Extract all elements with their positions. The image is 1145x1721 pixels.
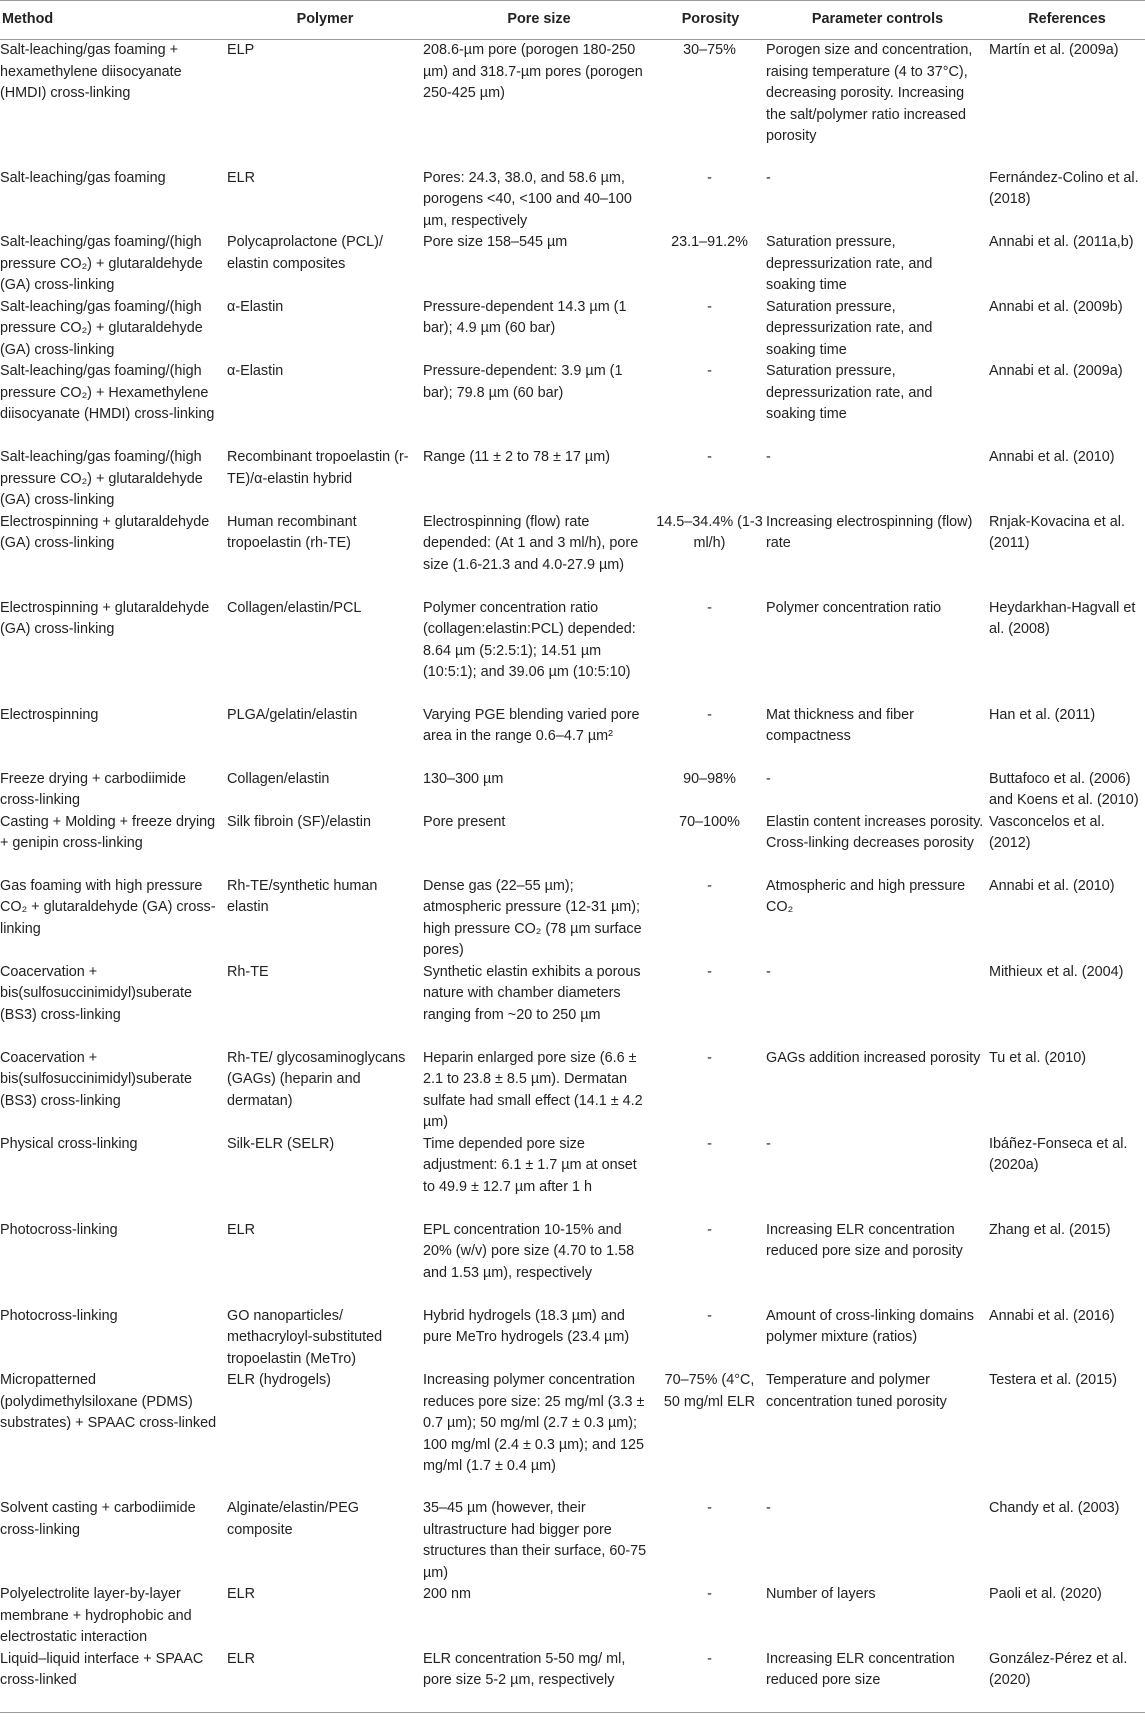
cell-pore-size: Pore present	[423, 813, 506, 830]
cell-parameter-controls: -	[766, 169, 771, 186]
table-row	[0, 512, 1145, 598]
cell-pore-size: Dense gas (22–55 µm); atmospheric pressure (12-31 µm); high pressure CO₂ (78 µm surface pores)	[423, 877, 642, 958]
cell-parameter-controls: Temperature and polymer concentration tuned porosity	[766, 1372, 947, 1410]
cell-parameter-controls: -	[766, 1500, 771, 1516]
cell-polymer: ELR	[227, 169, 255, 186]
cell-references: Annabi et al. (2010)	[989, 449, 1115, 465]
cell-method: Solvent casting + carbodiimide cross-linking	[0, 1500, 196, 1538]
header-method: Method	[0, 1, 227, 40]
cell-method: Gas foaming with high pressure CO₂ + glutaraldehyde (GA) cross-linking	[0, 877, 216, 937]
table-header	[0, 1, 1145, 40]
cell-references: Paoli et al. (2020)	[989, 1586, 1102, 1602]
header-porosity: Porosity	[655, 1, 766, 40]
table-row	[0, 812, 1145, 876]
header-parameter-controls: Parameter controls	[766, 1, 989, 40]
table-body	[0, 40, 1145, 1713]
table-row	[0, 1584, 1145, 1649]
cell-references: Tu et al. (2010)	[989, 1049, 1087, 1066]
cell-porosity: -	[707, 1049, 712, 1066]
table-row	[0, 1134, 1145, 1220]
cell-porosity: -	[707, 706, 712, 723]
table-row	[0, 232, 1145, 297]
cell-parameter-controls: -	[766, 449, 771, 465]
cell-polymer: Alginate/elastin/PEG composite	[227, 1500, 359, 1538]
cell-polymer: α-Elastin	[227, 298, 284, 315]
header-row	[0, 1, 1145, 40]
cell-pore-size: Hybrid hydrogels (18.3 µm) and pure MeTro hydrogels (23.4 µm)	[423, 1307, 630, 1345]
cell-polymer: Collagen/elastin	[227, 770, 330, 787]
cell-method: Freeze drying + carbodiimide cross-linking	[0, 770, 186, 808]
cell-parameter-controls: Elastin content increases porosity. Cross-linking decreases porosity	[766, 813, 984, 851]
cell-pore-size: Heparin enlarged pore size (6.6 ± 2.1 to 23.8 ± 8.5 µm). Dermatan sulfate had small effect (14.1 ± 4.2 µm)	[423, 1049, 643, 1130]
header-references: References	[989, 1, 1145, 40]
cell-references: Han et al. (2011)	[989, 706, 1096, 723]
cell-porosity: -	[707, 1307, 712, 1324]
cell-porosity: -	[707, 599, 712, 616]
cell-pore-size: Pores: 24.3, 38.0, and 58.6 µm, porogens <40, <100 and 40–100 µm, respectively	[423, 169, 632, 229]
cell-pore-size: Increasing polymer concentration reduces pore size: 25 mg/ml (3.3 ± 0.7 µm); 50 mg/ml (2.7 ± 0.3 µm); 100 mg/ml (2.4 ± 0.3 µm); and 125 mg/ml (1.7 ± 0.4 µm)	[423, 1372, 645, 1474]
cell-porosity: -	[707, 1586, 712, 1602]
cell-references: Annabi et al. (2016)	[989, 1307, 1115, 1324]
cell-parameter-controls: Number of layers	[766, 1586, 876, 1602]
cell-porosity: -	[707, 1135, 712, 1152]
cell-polymer: ELR (hydrogels)	[227, 1372, 331, 1388]
cell-porosity: -	[707, 1221, 712, 1238]
cell-porosity: -	[707, 449, 712, 465]
cell-parameter-controls: -	[766, 1135, 771, 1152]
header-pore-size: Pore size	[423, 1, 655, 40]
cell-porosity: -	[707, 169, 712, 186]
cell-method: Salt-leaching/gas foaming/(high pressure CO₂) + glutaraldehyde (GA) cross-linking	[0, 449, 203, 508]
cell-references: Rnjak-Kovacina et al. (2011)	[989, 513, 1125, 551]
cell-polymer: ELR	[227, 1586, 255, 1602]
cell-parameter-controls: Polymer concentration ratio	[766, 599, 942, 616]
cell-method: Liquid–liquid interface + SPAAC cross-linked	[0, 1649, 227, 1713]
cell-references: Zhang et al. (2015)	[989, 1221, 1111, 1238]
cell-references: Buttafoco et al. (2006) and Koens et al. (2010)	[989, 770, 1139, 808]
cell-references: Annabi et al. (2009b)	[989, 298, 1123, 315]
cell-polymer: ELR	[227, 1221, 255, 1238]
cell-references: Heydarkhan-Hagvall et al. (2008)	[989, 599, 1136, 637]
cell-porosity: 70–100%	[679, 813, 740, 830]
cell-pore-size: ELR concentration 5-50 mg/ ml, pore size 5-2 µm, respectively	[423, 1649, 655, 1713]
cell-method: Salt-leaching/gas foaming/(high pressure CO₂) + glutaraldehyde (GA) cross-linking	[0, 234, 203, 293]
cell-method: Photocross-linking	[0, 1307, 118, 1324]
cell-pore-size: Varying PGE blending varied pore area in the range 0.6–4.7 µm²	[423, 706, 640, 744]
cell-pore-size: 208.6-µm pore (porogen 180-250 µm) and 318.7-µm pores (porogen 250-425 µm)	[423, 42, 643, 101]
cell-parameter-controls: Mat thickness and fiber compactness	[766, 706, 914, 744]
cell-references: Testera et al. (2015)	[989, 1372, 1117, 1388]
cell-method: Salt-leaching/gas foaming/(high pressure CO₂) + glutaraldehyde (GA) cross-linking	[0, 298, 203, 358]
table-row	[0, 1370, 1145, 1498]
cell-polymer: GO nanoparticles/ methacryloyl-substituted tropoelastin (MeTro)	[227, 1307, 383, 1367]
cell-polymer: Rh-TE/synthetic human elastin	[227, 877, 378, 915]
cell-pore-size: Pore size 158–545 µm	[423, 234, 568, 250]
cell-method: Salt-leaching/gas foaming + hexamethylene diisocyanate (HMDI) cross-linking	[0, 42, 182, 101]
cell-pore-size: Pressure-dependent 14.3 µm (1 bar); 4.9 µm (60 bar)	[423, 298, 627, 336]
cell-references: Ibáñez-Fonseca et al. (2020a)	[989, 1135, 1128, 1173]
cell-polymer: α-Elastin	[227, 363, 284, 379]
cell-references: Chandy et al. (2003)	[989, 1500, 1120, 1516]
cell-pore-size: 200 nm	[423, 1586, 471, 1602]
cell-pore-size: Electrospinning (flow) rate depended: (At 1 and 3 ml/h), pore size (1.6-21.3 and 4.0-27.9 µm)	[423, 513, 639, 573]
table-row	[0, 40, 1145, 168]
table-row	[0, 1048, 1145, 1134]
table-row	[0, 1649, 1145, 1713]
cell-method: Electrospinning + glutaraldehyde (GA) cross-linking	[0, 513, 210, 551]
cell-references: Martín et al. (2009a)	[989, 42, 1119, 58]
cell-porosity: -	[655, 1649, 766, 1713]
cell-polymer: Silk-ELR (SELR)	[227, 1135, 335, 1152]
cell-parameter-controls: Saturation pressure, depressurization rate, and soaking time	[766, 298, 933, 358]
cell-parameter-controls: -	[766, 770, 771, 787]
cell-references: Annabi et al. (2011a,b)	[989, 234, 1134, 250]
table-row	[0, 876, 1145, 962]
cell-parameter-controls: GAGs addition increased porosity	[766, 1049, 981, 1066]
cell-polymer: Polycaprolactone (PCL)/ elastin composites	[227, 234, 383, 272]
cell-pore-size: Range (11 ± 2 to 78 ± 17 µm)	[423, 449, 611, 465]
cell-porosity: -	[707, 963, 712, 980]
cell-pore-size: EPL concentration 10-15% and 20% (w/v) pore size (4.70 to 1.58 and 1.53 µm), respectively	[423, 1221, 635, 1281]
cell-porosity: 30–75%	[683, 42, 736, 58]
cell-porosity: -	[707, 363, 712, 379]
table-row	[0, 168, 1145, 233]
table-row	[0, 1220, 1145, 1306]
cell-polymer: Recombinant tropoelastin (r-TE)/α-elastin hybrid	[227, 449, 409, 487]
cell-method: Coacervation + bis(sulfosuccinimidyl)suberate (BS3) cross-linking	[0, 1049, 192, 1109]
table-row	[0, 705, 1145, 769]
cell-polymer: Rh-TE/ glycosaminoglycans (GAGs) (heparin and dermatan)	[227, 1049, 406, 1109]
cell-method: Photocross-linking	[0, 1221, 118, 1238]
cell-references: González-Pérez et al. (2020)	[989, 1649, 1145, 1713]
table-row	[0, 447, 1145, 512]
cell-method: Physical cross-linking	[0, 1135, 138, 1152]
cell-method: Electrospinning + glutaraldehyde (GA) cross-linking	[0, 599, 210, 637]
cell-porosity: 90–98%	[683, 770, 736, 787]
cell-method: Coacervation + bis(sulfosuccinimidyl)suberate (BS3) cross-linking	[0, 963, 192, 1023]
cell-pore-size: Pressure-dependent: 3.9 µm (1 bar); 79.8 µm (60 bar)	[423, 363, 623, 401]
cell-parameter-controls: Amount of cross-linking domains polymer mixture (ratios)	[766, 1307, 974, 1345]
cell-parameter-controls: -	[766, 963, 771, 980]
cell-porosity: 70–75% (4°C, 50 mg/ml ELR	[663, 1372, 756, 1410]
cell-porosity: 23.1–91.2%	[671, 234, 748, 250]
table-row	[0, 962, 1145, 1048]
cell-method: Micropatterned (polydimethylsiloxane (PDMS) substrates) + SPAAC cross-linked	[0, 1372, 217, 1431]
cell-polymer: ELR	[227, 1649, 423, 1713]
cell-polymer: Human recombinant tropoelastin (rh-TE)	[227, 513, 357, 551]
cell-references: Vasconcelos et al. (2012)	[989, 813, 1105, 851]
cell-porosity: 14.5–34.4% (1-3 ml/h)	[656, 513, 763, 551]
cell-parameter-controls: Porogen size and concentration, raising temperature (4 to 37°C), decreasing porosity. Increasing the salt/polymer ratio increased porosity	[766, 42, 973, 144]
cell-polymer: PLGA/gelatin/elastin	[227, 706, 358, 723]
cell-polymer: Silk fibroin (SF)/elastin	[227, 813, 371, 830]
table-row	[0, 598, 1145, 705]
cell-porosity: -	[707, 1500, 712, 1516]
cell-parameter-controls: Increasing electrospinning (flow) rate	[766, 513, 973, 551]
cell-polymer: Rh-TE	[227, 963, 269, 980]
cell-polymer: Collagen/elastin/PCL	[227, 599, 362, 616]
table-row	[0, 361, 1145, 447]
cell-parameter-controls: Saturation pressure, depressurization rate, and soaking time	[766, 363, 933, 422]
cell-method: Salt-leaching/gas foaming	[0, 169, 166, 186]
cell-method: Casting + Molding + freeze drying + genipin cross-linking	[0, 813, 216, 851]
cell-references: Annabi et al. (2010)	[989, 877, 1115, 894]
cell-references: Annabi et al. (2009a)	[989, 363, 1123, 379]
cell-parameter-controls: Saturation pressure, depressurization rate, and soaking time	[766, 234, 933, 293]
cell-references: Mithieux et al. (2004)	[989, 963, 1124, 980]
cell-method: Polyelectrolite layer-by-layer membrane + hydrophobic and electrostatic interaction	[0, 1586, 192, 1645]
cell-polymer: ELP	[227, 42, 255, 58]
table-row	[0, 1498, 1145, 1584]
table-row	[0, 1306, 1145, 1371]
table-row	[0, 769, 1145, 812]
cell-pore-size: Time depended pore size adjustment: 6.1 ± 1.7 µm at onset to 49.9 ± 12.7 µm after 1 h	[423, 1135, 637, 1195]
cell-method: Electrospinning	[0, 706, 99, 723]
cell-pore-size: 35–45 µm (however, their ultrastructure had bigger pore structures than their surface, 60-75 µm)	[423, 1500, 647, 1581]
cell-porosity: -	[707, 877, 712, 894]
table-row	[0, 297, 1145, 362]
cell-parameter-controls: Atmospheric and high pressure CO₂	[766, 877, 966, 915]
cell-references: Fernández-Colino et al. (2018)	[989, 169, 1139, 207]
cell-parameter-controls: Increasing ELR concentration reduced pore size	[766, 1649, 989, 1713]
cell-method: Salt-leaching/gas foaming/(high pressure CO₂) + Hexamethylene diisocyanate (HMDI) cross-linking	[0, 363, 215, 422]
cell-pore-size: Polymer concentration ratio (collagen:elastin:PCL) depended: 8.64 µm (5:2.5:1); 14.51 µm (10:5:1); and 39.06 µm (10:5:10)	[423, 599, 636, 680]
cell-pore-size: Synthetic elastin exhibits a porous nature with chamber diameters ranging from ~20 to 250 µm	[423, 963, 641, 1023]
header-polymer: Polymer	[227, 1, 423, 40]
cell-parameter-controls: Increasing ELR concentration reduced pore size and porosity	[766, 1221, 963, 1259]
cell-pore-size: 130–300 µm	[423, 770, 504, 787]
cell-porosity: -	[707, 298, 712, 315]
